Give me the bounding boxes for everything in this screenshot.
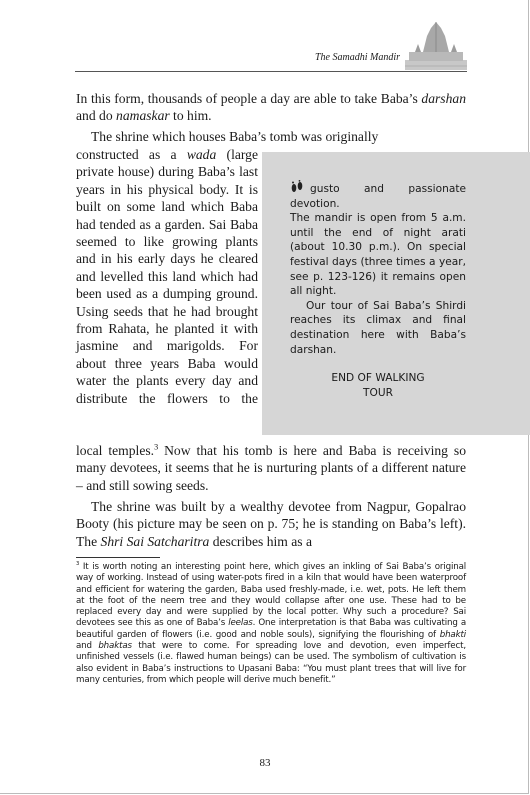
header-rule (75, 71, 467, 72)
page-number: 83 (259, 757, 271, 769)
sidebar-paragraph-2: The mandir is open from 5 a.m. until the end of night arati (about 10.30 p.m.). On special festival days (three times a year, see p. 123-126) it remains open all night. (290, 212, 466, 298)
sidebar-box (262, 152, 530, 435)
footnote-mark: 3 (76, 561, 80, 568)
term-darshan: darshan (421, 91, 466, 106)
term-wada: wada (186, 147, 217, 162)
running-header (250, 52, 400, 63)
temple-icon (405, 22, 467, 70)
footnote-reference[interactable]: 3 (154, 442, 159, 452)
paragraph-2-column: constructed as a wada (large private house) during Baba’s last years in his physical body. It is built on some land which Baba had tended as a garden. Sai Baba seemed to like growing plants and in his early days he cleared and levelled this land which had been used as a dumping ground. Using seeds that he had brought from Rahata, he planted it with jasmine and marigolds. For about three years Baba would water the plants every day and distribute the flowers to the (76, 147, 258, 406)
footnote-3: $^3$ It is worth noting an interesting point here, which gives an inkling of Sai Baba’s original way of working. Instead of using water-pots fired in a kiln that would have been waterproof and efficient for watering the garden, Baba used freshly-made, i.e. wet, pots. He left them at the foot of the neem tree and they would collapse after one use. These had to be replaced every day and were supplied by the local potter. Why such a procedure? Sai devotees see this as one of Baba’s leelas. One interpretation is that Baba was cultivating a beautiful garden of flowers (i.e. good and noble souls), signifying the flourishing of bhakti and bhaktas that were to come. For spreading love and devotion, even imperfect, unfinished vessels (i.e. flawed human beings) can be used. The symbolism of cultivation is also evident in Baba’s instructions to Upasani Baba: “You must plant trees that will live for many centuries, from which people will derive much benefit.” (76, 561, 466, 685)
paragraph-3: The shrine was built by a wealthy devotee from Nagpur, Gopalrao Booty (his picture may be seen on p. 75; he is standing on Baba’s left). The Shri Sai Satcharitra describes him as a (76, 499, 466, 549)
term-namaskar: namaskar (116, 108, 170, 124)
sidebar-content (290, 180, 466, 401)
sidebar-paragraph-3: Our tour of Sai Baba’s Shirdi reaches its climax and final destination here with Baba’s darshan. (290, 299, 466, 356)
footprints-icon (290, 180, 304, 194)
paragraph-1: In this form, thousands of people a day are able to take Baba’s darshan and do namaskar to him. (76, 91, 466, 124)
footnote-rule (76, 557, 160, 558)
paragraph-2-tail: local temples.$^3$ Now that his tomb is here and Baba is receiving so many devotees, it seems that he is nurturing plants of a different nature – and still sowing seeds. (76, 442, 467, 493)
paragraph-2-lead: The shrine which houses Baba’s tomb was originally (91, 129, 379, 144)
book-title: Shri Sai Satcharitra (100, 533, 210, 549)
sidebar-paragraph-1: gusto and passionate devotion. (290, 180, 466, 211)
sidebar-end-marker: END OF WALKING TOUR (331, 372, 425, 400)
running-title: The Samadhi Mandir (315, 52, 400, 63)
